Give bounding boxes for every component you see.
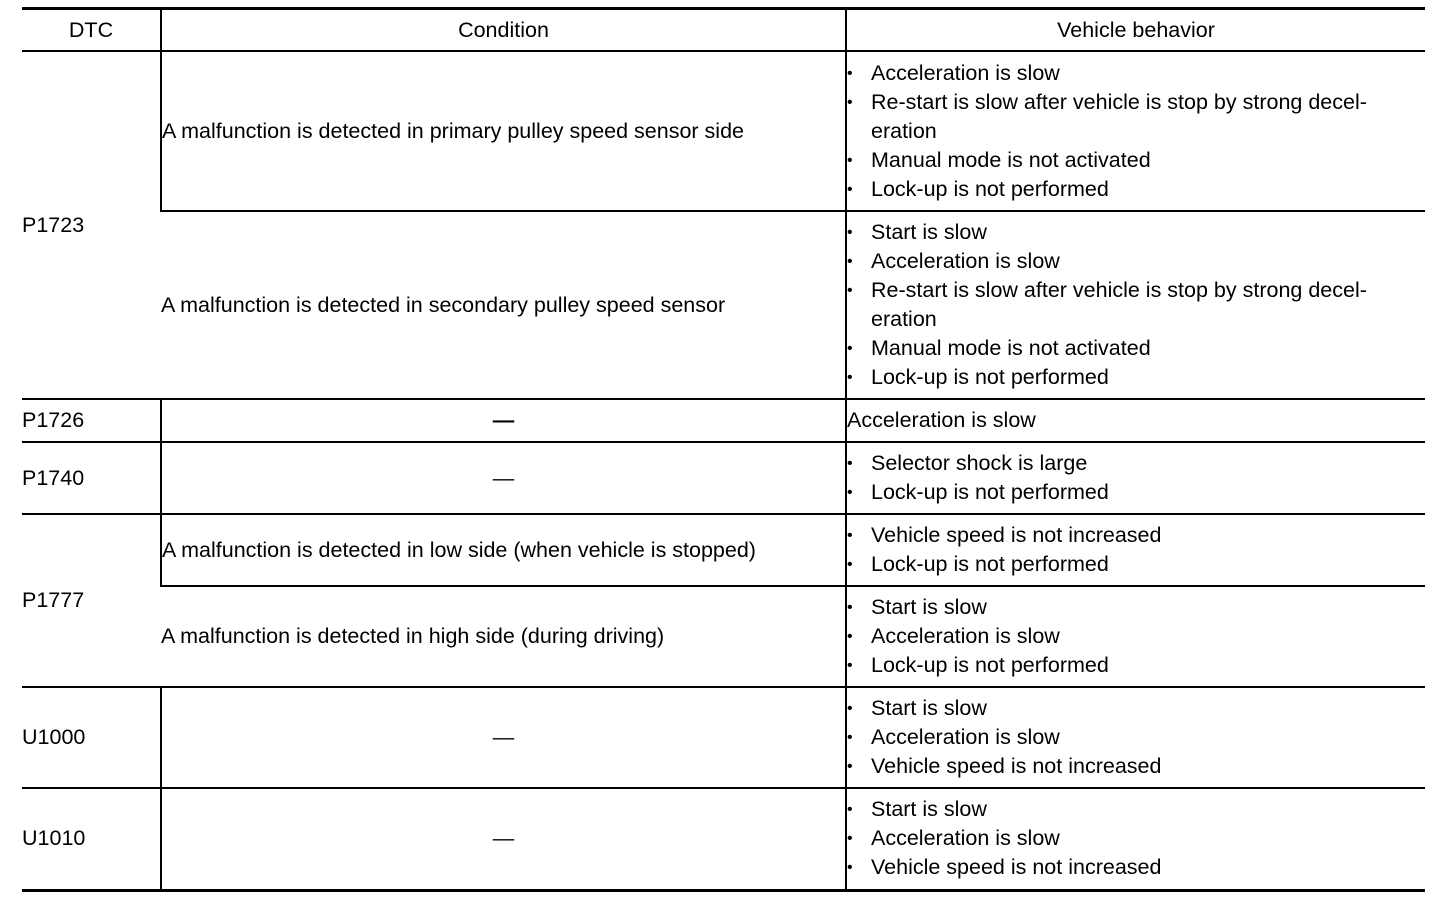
list-item: • Vehicle speed is not increased — [847, 853, 1425, 882]
behavior-list — [847, 694, 1425, 781]
list-item: • Re-start is slow after vehicle is stop by strong decel-eration — [847, 88, 1425, 146]
list-item: • Acceleration is slow — [847, 622, 1425, 651]
behavior-cell — [846, 586, 1425, 687]
table-row — [22, 211, 1425, 399]
behavior-list — [847, 795, 1425, 882]
table-row — [22, 687, 1425, 788]
dtc-code: P1777 — [22, 514, 161, 687]
list-item: • Re-start is slow after vehicle is stop by strong decel-eration — [847, 276, 1425, 334]
behavior-cell — [846, 514, 1425, 586]
condition-cell — [161, 442, 846, 514]
behavior-cell: Acceleration is slow — [846, 399, 1425, 442]
header-row — [22, 9, 1425, 52]
list-item: • Lock-up is not performed — [847, 651, 1425, 680]
condition-cell — [161, 687, 846, 788]
list-item: • Acceleration is slow — [847, 247, 1425, 276]
header-condition: Condition — [161, 9, 846, 52]
header-vehicle-behavior: Vehicle behavior — [846, 9, 1425, 52]
list-item: • Lock-up is not performed — [847, 175, 1425, 204]
list-item: • Acceleration is slow — [847, 59, 1425, 88]
behavior-list — [847, 449, 1425, 507]
dtc-code: P1740 — [22, 442, 161, 514]
condition-cell: A malfunction is detected in high side (during driving) — [161, 586, 846, 687]
list-item: • Manual mode is not activated — [847, 334, 1425, 363]
table-row — [22, 788, 1425, 890]
behavior-list — [847, 218, 1425, 392]
table-row — [22, 442, 1425, 514]
list-item: • Vehicle speed is not increased — [847, 521, 1425, 550]
behavior-cell — [846, 687, 1425, 788]
list-item: • Start is slow — [847, 218, 1425, 247]
list-item: • Acceleration is slow — [847, 723, 1425, 752]
dash-mark: — — [492, 465, 515, 490]
behavior-cell — [846, 51, 1425, 211]
condition-cell — [161, 399, 846, 442]
list-item: • Lock-up is not performed — [847, 478, 1425, 507]
header-dtc: DTC — [22, 9, 161, 52]
behavior-list — [847, 593, 1425, 680]
list-item: • Vehicle speed is not increased — [847, 752, 1425, 781]
table-row — [22, 51, 1425, 211]
table-row — [22, 399, 1425, 442]
behavior-cell — [846, 788, 1425, 890]
dash-mark: — — [492, 408, 515, 432]
list-item: • Lock-up is not performed — [847, 550, 1425, 579]
dtc-code: U1010 — [22, 788, 161, 890]
dash-mark: — — [492, 826, 515, 851]
condition-cell: A malfunction is detected in primary pulley speed sensor side — [161, 51, 846, 211]
dtc-code: U1000 — [22, 687, 161, 788]
dtc-code: P1726 — [22, 399, 161, 442]
dtc-code: P1723 — [22, 51, 161, 399]
table-row — [22, 514, 1425, 586]
dtc-table — [22, 7, 1425, 892]
behavior-list — [847, 59, 1425, 204]
list-item: • Manual mode is not activated — [847, 146, 1425, 175]
behavior-cell — [846, 211, 1425, 399]
condition-cell: A malfunction is detected in secondary pulley speed sensor — [161, 211, 846, 399]
list-item: • Start is slow — [847, 694, 1425, 723]
list-item: • Selector shock is large — [847, 449, 1425, 478]
behavior-list — [847, 521, 1425, 579]
dash-mark: — — [492, 725, 515, 749]
list-item: • Start is slow — [847, 795, 1425, 824]
list-item: • Start is slow — [847, 593, 1425, 622]
list-item: • Acceleration is slow — [847, 824, 1425, 853]
behavior-cell — [846, 442, 1425, 514]
table-row — [22, 586, 1425, 687]
condition-cell: A malfunction is detected in low side (when vehicle is stopped) — [161, 514, 846, 586]
condition-cell — [161, 788, 846, 890]
list-item: • Lock-up is not performed — [847, 363, 1425, 392]
